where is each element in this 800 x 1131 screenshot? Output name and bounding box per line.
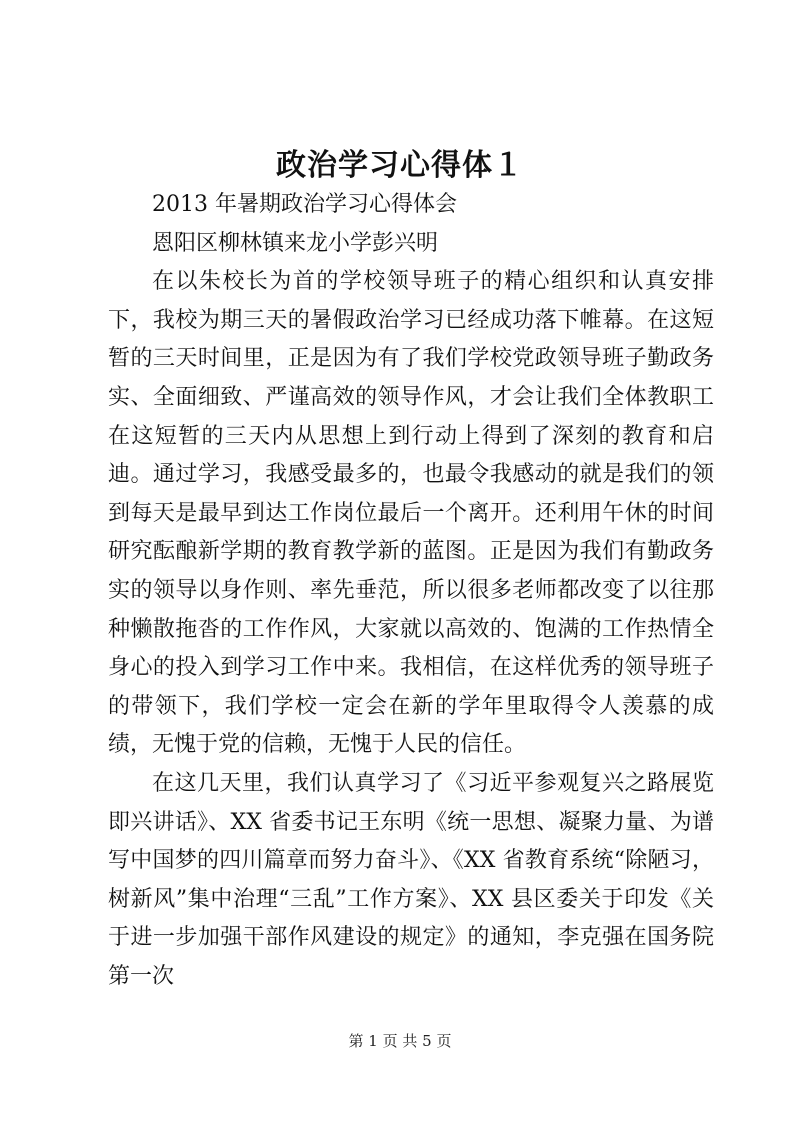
page-footer: 第 1 页 共 5 页 (348, 1032, 452, 1050)
document-body (108, 186, 714, 996)
author-line: 恩阳区柳林镇来龙小学彭兴明 (152, 230, 439, 256)
document-title: 政治学习心得体１ (276, 148, 524, 183)
paragraph-2: 在这几天里，我们认真学习了《习近平参观复兴之路展览即兴讲话》、XX 省委书记王东明《统一思想、凝聚力量、为谱写中国梦的四川篇章而努力奋斗》、《XX 省教育系统“除陋习，树新风”集中治理“三乱”工作方案》、XX 县区委关于印发《关于进一步加强干部作风建设的规定》的通知，李克强在国务院第一次 (108, 770, 714, 989)
paragraph-1: 在以朱校长为首的学校领导班子的精心组织和认真安排下，我校为期三天的暑假政治学习已经成功落下帷幕。在这短暂的三天时间里，正是因为有了我们学校党政领导班子勤政务实、全面细致、严谨高效的领导作风，才会让我们全体教职工在这短暂的三天内从思想上到行动上得到了深刻的教育和启迪。通过学习，我感受最多的，也最令我感动的就是我们的领到每天是最早到达工作岗位最后一个离开。还利用午休的时间研究酝酿新学期的教育教学新的蓝图。正是因为我们有勤政务实的领导以身作则、率先垂范，所以很多老师都改变了以往那种懒散拖沓的工作作风，大家就以高效的、饱满的工作热情全身心的投入到学习工作中来。我相信，在这样优秀的领导班子的带领下，我们学校一定会在新的学年里取得令人羡慕的成绩，无愧于党的信赖，无愧于人民的信任。 (108, 269, 714, 758)
subtitle-line: 2013 年暑期政治学习心得体会 (152, 192, 457, 217)
